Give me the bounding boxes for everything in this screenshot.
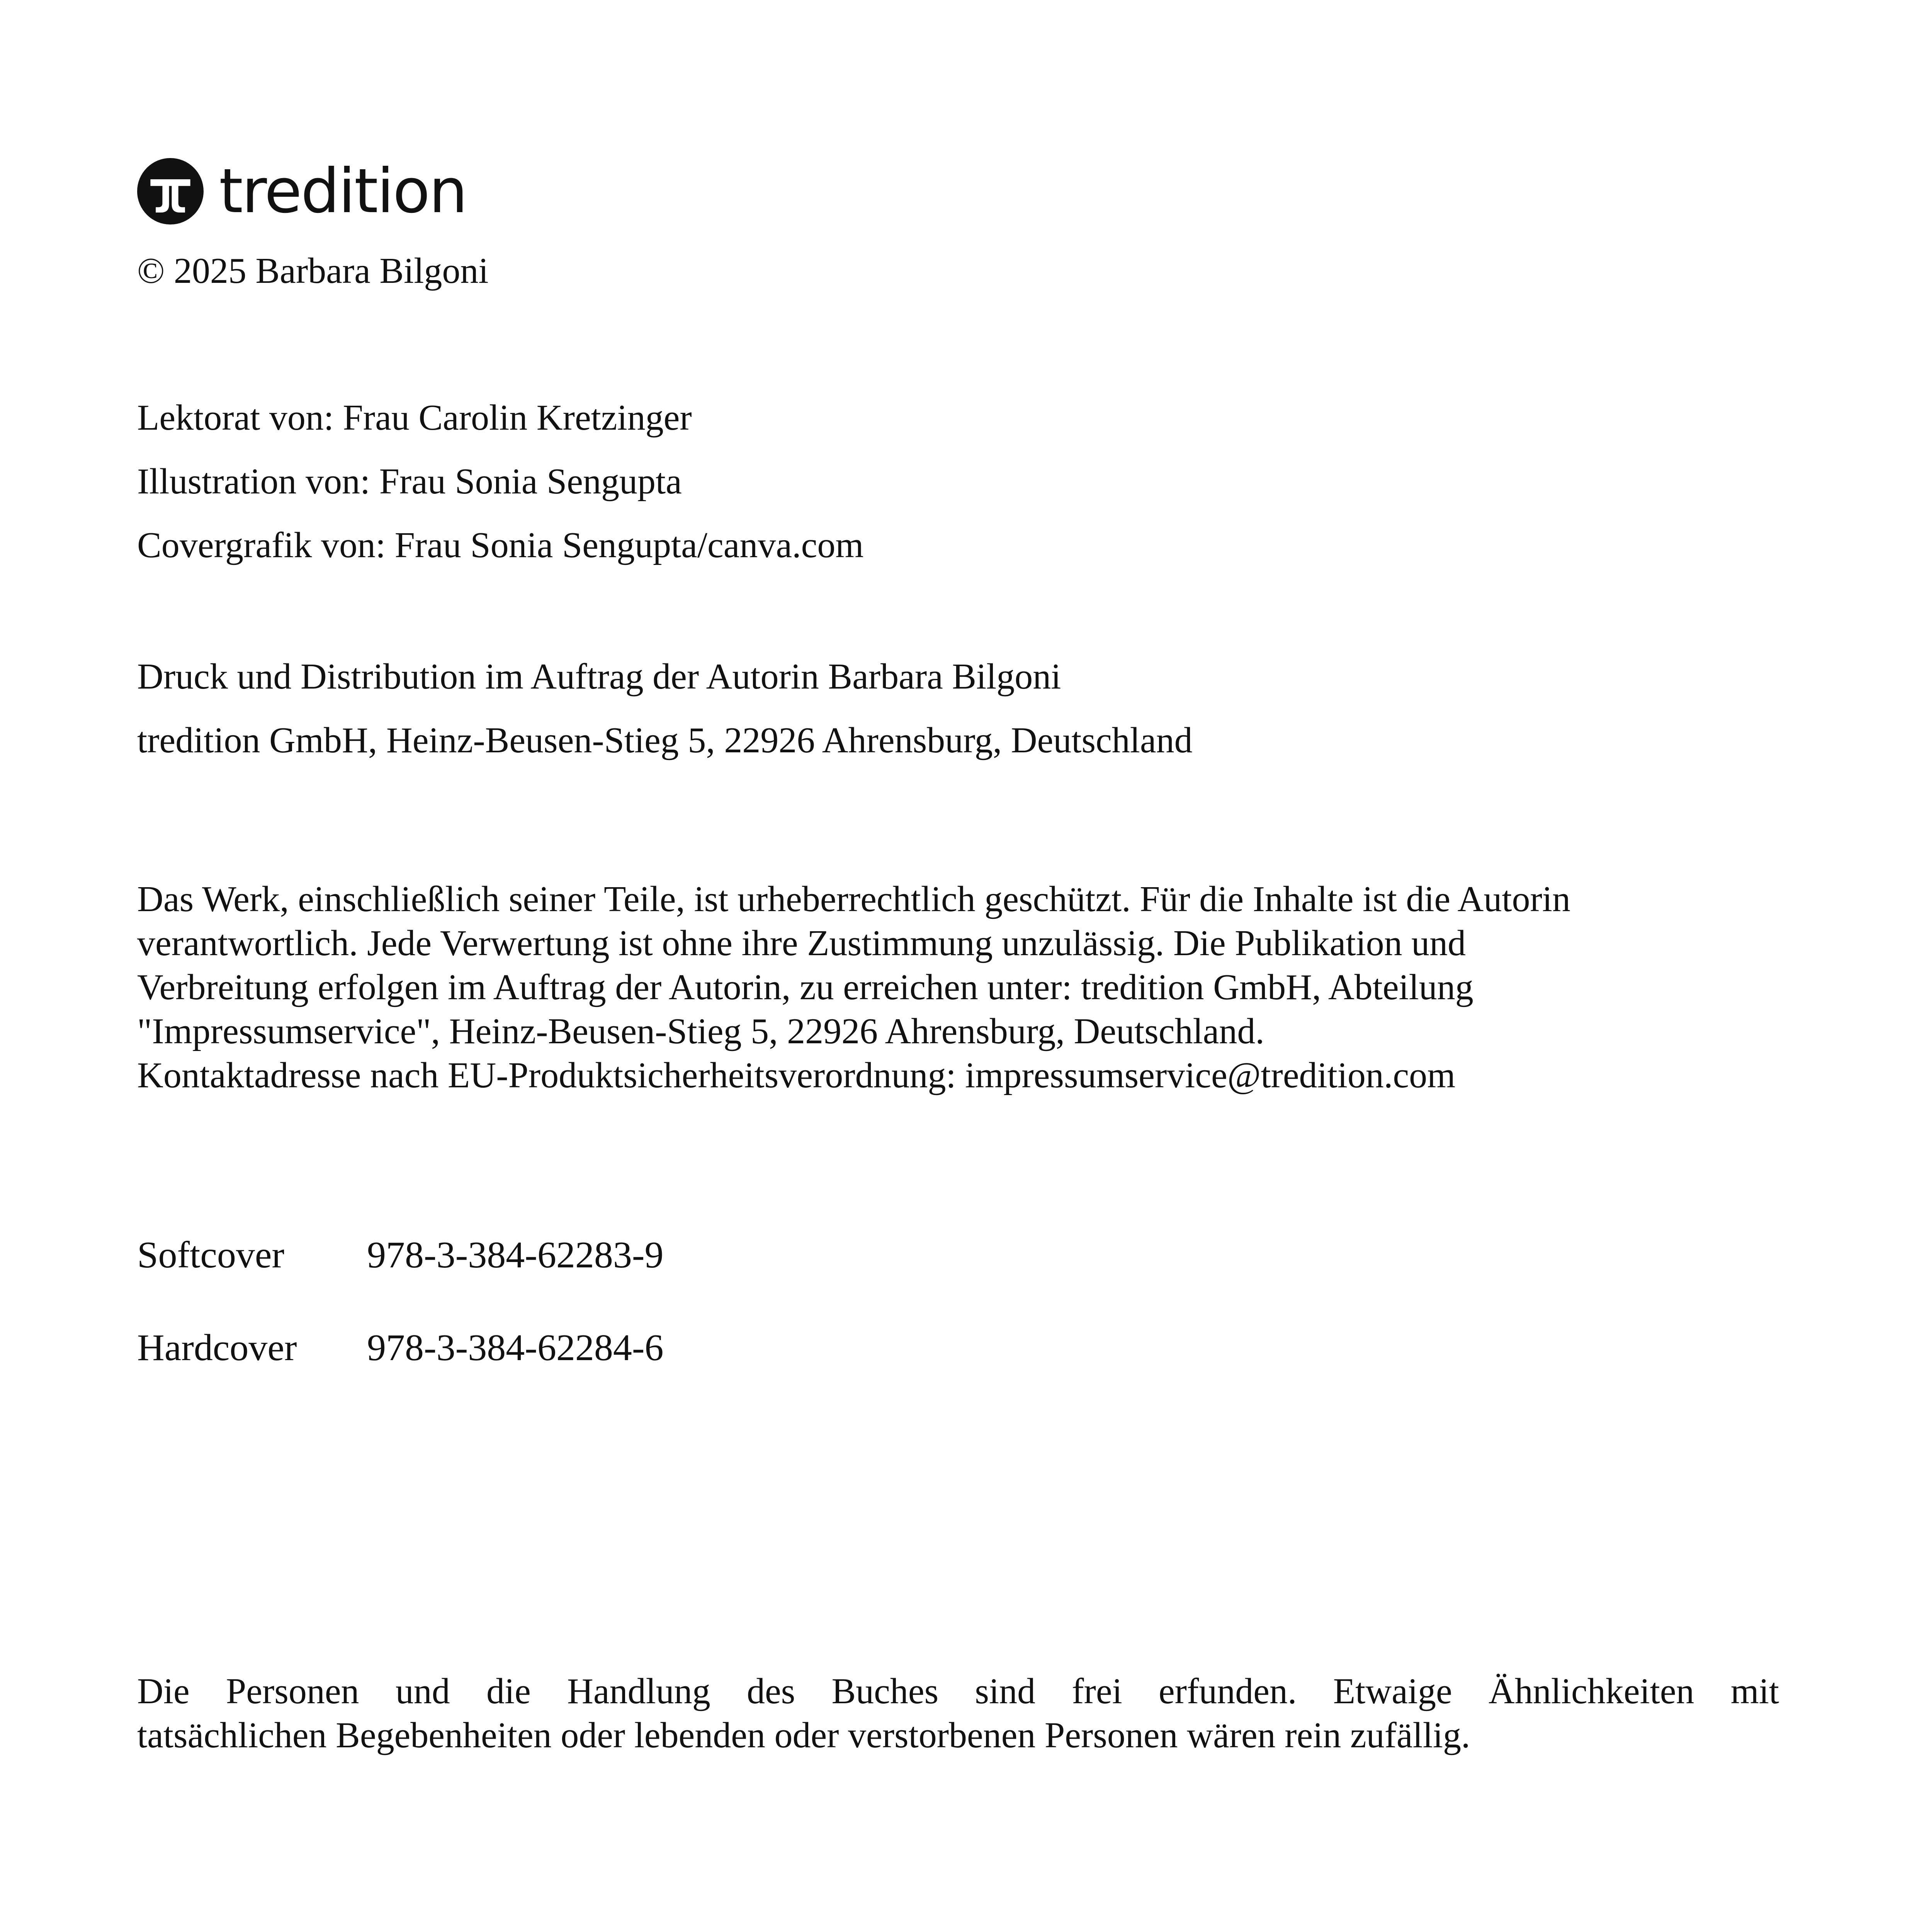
legal-line: Verbreitung erfolgen im Auftrag der Autorin, zu erreichen unter: tredition GmbH, Abteilung (137, 967, 1473, 1007)
publisher-address: tredition GmbH, Heinz-Beusen-Stieg 5, 22926 Ahrensburg, Deutschland (137, 720, 1193, 760)
isbn-value: 978-3-384-62283-9 (367, 1234, 664, 1276)
credit-illustration: Illustration von: Frau Sonia Sengupta (137, 461, 682, 502)
legal-line: verantwortlich. Jede Verwertung ist ohne ihre Zustimmung unzulässig. Die Publikation und (137, 923, 1466, 963)
publisher-logo (137, 156, 467, 226)
isbn-softcover (137, 1235, 664, 1276)
disclaimer-line: Die Personen und die Handlung des Buches sind frei erfunden. Etwaige Ähnlichkeiten mit (137, 1671, 1779, 1711)
copyright-line: © 2025 Barbara Bilgoni (137, 251, 489, 291)
tredition-logo-icon (137, 158, 204, 224)
legal-line: Das Werk, einschließlich seiner Teile, ist urheberrechtlich geschützt. Für die Inhalte ist die Autorin (137, 879, 1570, 919)
distribution-line: Druck und Distribution im Auftrag der Autorin Barbara Bilgoni (137, 656, 1061, 697)
isbn-value: 978-3-384-62284-6 (367, 1327, 664, 1369)
disclaimer-line: tatsächlichen Begebenheiten oder lebenden oder verstorbenen Personen wären rein zufällig. (137, 1715, 1470, 1755)
publisher-name: tredition (219, 156, 467, 227)
credit-cover: Covergrafik von: Frau Sonia Sengupta/canva.com (137, 525, 864, 565)
isbn-label: Hardcover (137, 1327, 297, 1369)
contact-email-line: Kontaktadresse nach EU-Produktsicherheitsverordnung: impressumservice@tredition.com (137, 1055, 1456, 1095)
isbn-hardcover (137, 1327, 664, 1369)
credit-editing: Lektorat von: Frau Carolin Kretzinger (137, 398, 692, 438)
isbn-label: Softcover (137, 1234, 284, 1276)
fiction-disclaimer (137, 1669, 1779, 1757)
legal-notice (137, 877, 1779, 1097)
legal-line: "Impressumservice", Heinz-Beusen-Stieg 5, 22926 Ahrensburg, Deutschland. (137, 1011, 1264, 1051)
